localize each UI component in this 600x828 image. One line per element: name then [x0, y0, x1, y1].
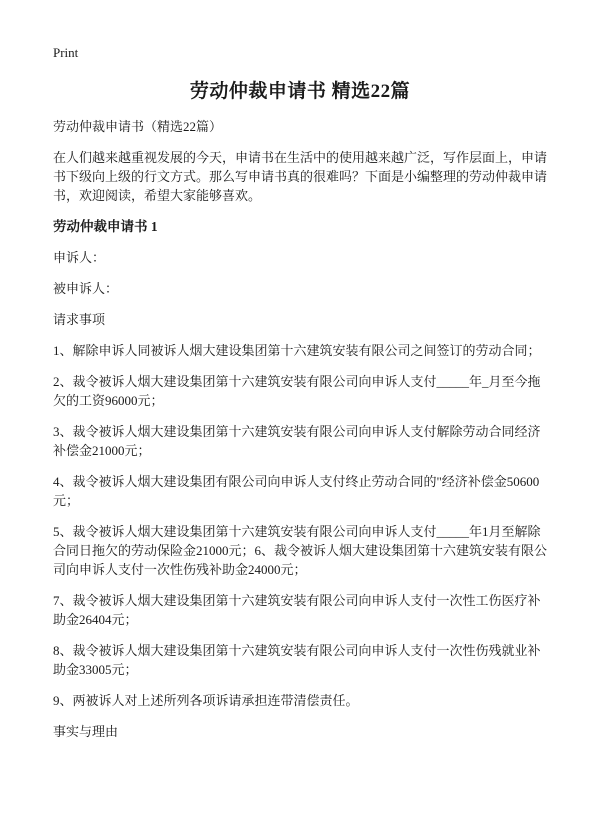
request-item-5-6: 5、裁令被诉人烟大建设集团第十六建筑安装有限公司向申诉人支付_____年1月至解除合同日拖欠的劳动保险金21000元；6、裁令被诉人烟大建设集团第十六建筑安装有限公司向申诉人支付一次性伤残补助金24000元； — [53, 524, 548, 577]
print-link[interactable]: Print — [53, 45, 79, 60]
page-title: 劳动仲裁申请书 精选22篇 — [189, 81, 411, 102]
paragraph-claimant: 申诉人： — [53, 250, 106, 265]
request-item-7: 7、裁令被诉人烟大建设集团第十六建筑安装有限公司向申诉人支付一次性工伤医疗补助金26404元； — [53, 593, 541, 627]
paragraph-facts-and-reasons-label: 事实与理由 — [53, 724, 119, 739]
request-item-9: 9、两被诉人对上述所列各项诉请承担连带清偿责任。 — [53, 693, 359, 708]
intro-paragraph: 在人们越来越重视发展的今天，申请书在生活中的使用越来越广泛，写作层面上，申请书下级向上级的行文方式。那么写申请书真的很难吗？下面是小编整理的劳动仲裁申请书，欢迎阅读，希望大家能够喜欢。 — [53, 150, 548, 203]
request-item-3: 3、裁令被诉人烟大建设集团第十六建筑安装有限公司向申诉人支付解除劳动合同经济补偿金21000元； — [53, 424, 541, 458]
paragraph-respondent: 被申诉人： — [53, 281, 119, 296]
request-item-1: 1、解除申诉人同被诉人烟大建设集团第十六建筑安装有限公司之间签订的劳动合同； — [53, 343, 541, 358]
request-item-2: 2、裁令被诉人烟大建设集团第十六建筑安装有限公司向申诉人支付_____年_月至今拖欠的工资96000元； — [53, 374, 541, 408]
document-body — [53, 117, 547, 741]
request-item-8: 8、裁令被诉人烟大建设集团第十六建筑安装有限公司向申诉人支付一次性伤残就业补助金33005元； — [53, 643, 541, 677]
section-heading: 劳动仲裁申请书 1 — [53, 219, 158, 234]
document-subtitle: 劳动仲裁申请书（精选22篇） — [53, 119, 223, 134]
paragraph-request-items-label: 请求事项 — [53, 312, 106, 327]
request-item-4: 4、裁令被诉人烟大建设集团有限公司向申诉人支付终止劳动合同的"经济补偿金50600元； — [53, 474, 540, 508]
